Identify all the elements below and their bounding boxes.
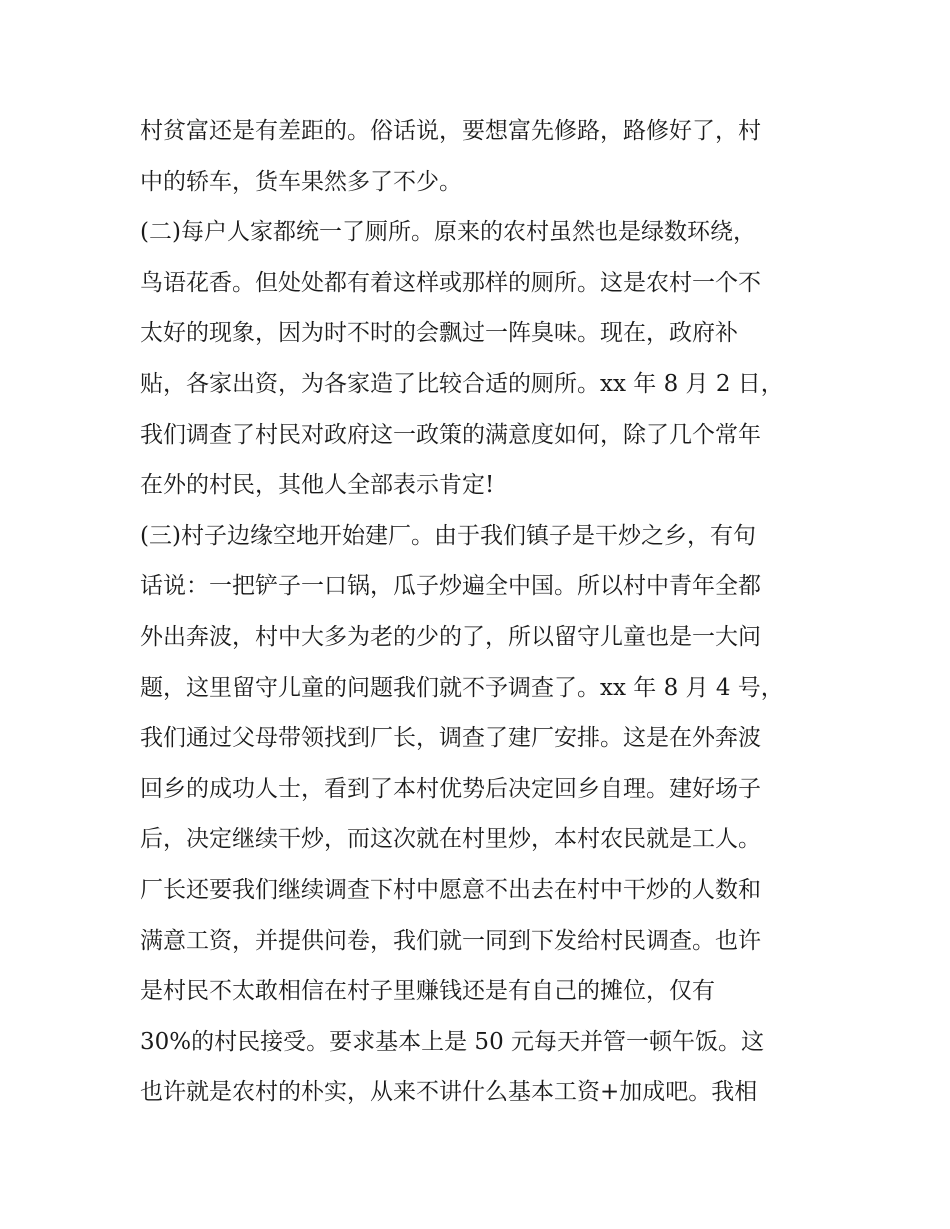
text-line-16: 厂长还要我们继续调查下村中愿意不出去在村中干炒的人数和 (140, 876, 761, 903)
text-line-9: (三)村子边缘空地开始建厂。由于我们镇子是干炒之乡，有句 (140, 522, 756, 549)
text-line-10: 话说：一把铲子一口锅，瓜子炒遍全中国。所以村中青年全都 (140, 573, 761, 600)
text-line-8: 在外的村民，其他人全部表示肯定! (140, 472, 495, 499)
text-line-15: 后，决定继续干炒，而这次就在村里炒，本村农民就是工人。 (140, 826, 761, 853)
text-line-1: 村贫富还是有差距的。俗话说，要想富先修路，路修好了，村 (140, 118, 761, 144)
text-line-2: 中的轿车，货车果然多了不少。 (140, 168, 462, 195)
text-line-14: 回乡的成功人士，看到了本村优势后决定回乡自理。建好场子 (140, 775, 761, 802)
text-line-7: 我们调查了村民对政府这一政策的满意度如何，除了几个常年 (140, 421, 761, 448)
text-line-3: (二)每户人家都统一了厕所。原来的农村虽然也是绿数环绕， (140, 219, 756, 246)
body-text (140, 106, 830, 1118)
text-line-12: 题，这里留守儿童的问题我们就不予调查了。xx 年 8 月 4 号， (140, 674, 784, 701)
text-line-18: 是村民不太敢相信在村子里赚钱还是有自己的摊位，仅有 (140, 978, 715, 1005)
text-line-19: 30%的村民接受。要求基本上是 50 元每天并管一顿午饭。这 (140, 1028, 765, 1055)
text-line-11: 外出奔波，村中大多为老的少的了，所以留守儿童也是一大问 (140, 623, 761, 650)
text-line-4: 鸟语花香。但处处都有着这样或那样的厕所。这是农村一个不 (140, 269, 761, 296)
text-line-13: 我们通过父母带领找到厂长，调查了建厂安排。这是在外奔波 (140, 725, 761, 752)
text-line-20: 也许就是农村的朴实，从来不讲什么基本工资+加成吧。我相 (140, 1079, 758, 1106)
text-line-5: 太好的现象，因为时不时的会飘过一阵臭味。现在，政府补 (140, 320, 738, 347)
text-line-6: 贴，各家出资，为各家造了比较合适的厕所。xx 年 8 月 2 日， (140, 370, 784, 397)
text-line-17: 满意工资，并提供问卷，我们就一同到下发给村民调查。也许 (140, 927, 761, 954)
